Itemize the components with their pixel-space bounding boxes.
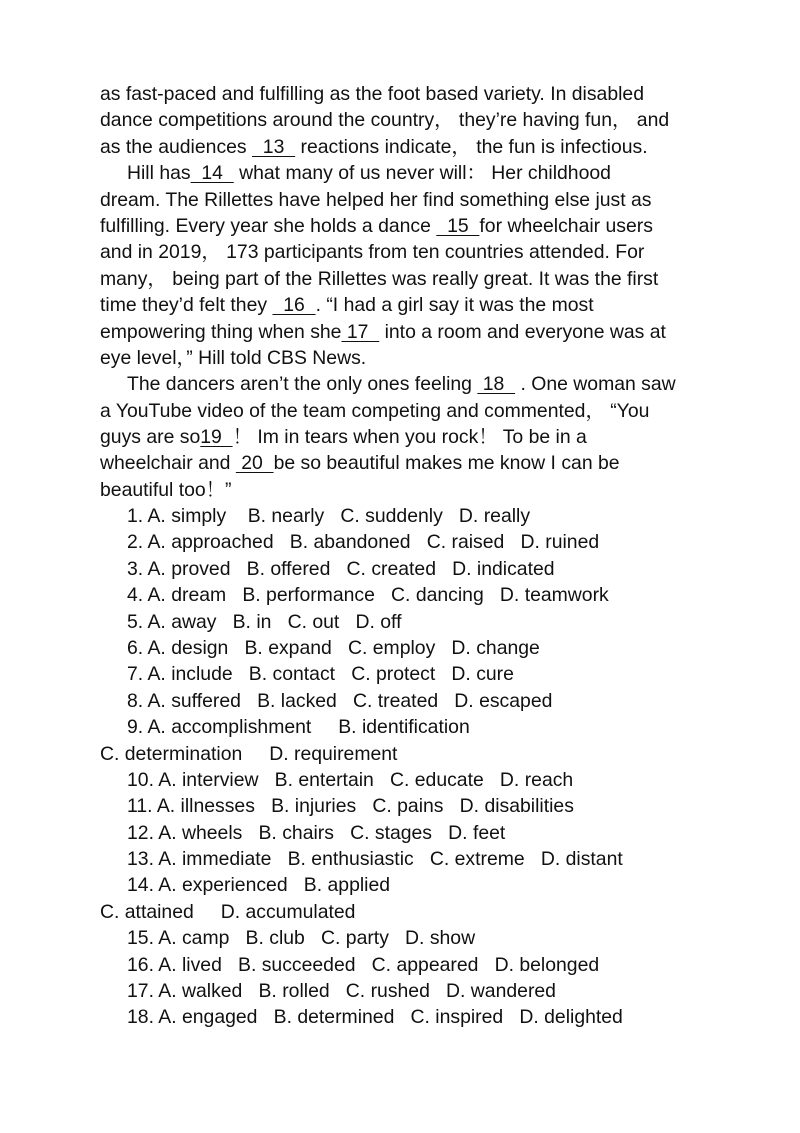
answer-blank: 14 — [190, 162, 234, 185]
text-run: The dancers aren’t the only ones feeling — [127, 373, 478, 396]
option-row-5: 5. A. away B. in C. out D. off — [127, 610, 402, 633]
passage-line — [100, 81, 700, 107]
passage-line — [100, 477, 700, 503]
option-row-2: 2. A. approached B. abandoned C. raised D. ruined — [127, 531, 600, 554]
text-run: as fast-paced and fulfilling as the foot based variety. In disabled — [100, 83, 644, 105]
text-run: reactions indicate， the fun is infectious. — [295, 135, 648, 158]
passage-line — [100, 160, 700, 186]
option-row-10: 10. A. interview B. entertain C. educate D. reach — [127, 768, 574, 791]
passage-line — [100, 450, 700, 476]
option-row-15: 15. A. camp B. club C. party D. show — [127, 927, 476, 950]
text-run: into a room and everyone was at — [379, 320, 666, 343]
text-run: a YouTube video of the team competing and commented， “You — [100, 399, 650, 422]
option-row-12: 12. A. wheels B. chairs C. stages D. feet — [127, 821, 506, 844]
option-row-11: 11. A. illnesses B. injuries C. pains D. disabilities — [127, 795, 574, 818]
answer-blank: 16 — [272, 294, 316, 317]
option-row-17: 17. A. walked B. rolled C. rushed D. wandered — [127, 980, 556, 1003]
text-run: Hill has — [127, 162, 191, 185]
text-run: what many of us never will： Her childhood — [233, 162, 611, 185]
answer-blank: 13 — [252, 135, 296, 158]
option-row-6: 6. A. design B. expand C. employ D. change — [127, 636, 540, 659]
text-run: be so beautiful makes me know I can be — [273, 452, 620, 475]
passage-line — [100, 134, 700, 160]
answer-options-list — [100, 503, 700, 1031]
answer-blank: 20 — [235, 452, 274, 475]
text-run: fulfilling. Every year she holds a dance — [100, 214, 437, 237]
option-row-3: 3. A. proved B. offered C. created D. indicated — [127, 557, 555, 580]
text-run: dream. The Rillettes have helped her find something else just as — [100, 188, 652, 211]
option-row-18: 18. A. engaged B. determined C. inspired D. delighted — [127, 1006, 623, 1029]
text-run: . “I had a girl say it was the most — [315, 294, 594, 317]
passage-line — [100, 187, 700, 213]
text-run: . One woman saw — [515, 373, 676, 396]
text-run: guys are so — [100, 426, 201, 449]
answer-blank: 19 — [200, 426, 233, 449]
passage-line — [100, 319, 700, 345]
option-row-4: 4. A. dream B. performance C. dancing D. teamwork — [127, 584, 609, 607]
answer-blank: 18 — [477, 373, 516, 396]
option-row-7: 7. A. include B. contact C. protect D. cure — [127, 663, 514, 686]
passage-line — [100, 292, 700, 318]
passage-line — [100, 239, 700, 265]
passage-line — [100, 424, 700, 450]
text-run: time they’d felt they — [100, 294, 273, 317]
passage-text — [100, 81, 700, 503]
option-row-1: 1. A. simply B. nearly C. suddenly D. really — [127, 505, 531, 527]
option-row-8: 8. A. suffered B. lacked C. treated D. escaped — [127, 689, 553, 712]
answer-blank: 17 — [341, 320, 380, 343]
option-row-16: 16. A. lived B. succeeded C. appeared D. belonged — [127, 953, 600, 976]
answer-blank: 15 — [436, 214, 480, 237]
text-run: ！ Im in tears when you rock！ To be in a — [232, 426, 587, 449]
text-run: dance competitions around the country， they’re having fun， and — [100, 109, 670, 132]
text-run: many， being part of the Rillettes was really great. It was the first — [100, 267, 659, 290]
text-run: beautiful too！” — [100, 478, 232, 501]
text-run: for wheelchair users — [479, 214, 653, 237]
passage-line — [100, 371, 700, 397]
passage-line — [100, 345, 700, 371]
passage-line — [100, 107, 700, 133]
option-row-14: 14. A. experienced B. applied — [127, 874, 391, 897]
option-row-9-cont: C. determination D. requirement — [100, 742, 398, 765]
text-run: wheelchair and — [100, 452, 236, 475]
text-run: empowering thing when she — [100, 320, 342, 343]
option-row-9: 9. A. accomplishment B. identification — [127, 716, 470, 739]
passage-line — [100, 266, 700, 292]
text-run: as the audiences — [100, 135, 253, 158]
option-row-13: 13. A. immediate B. enthusiastic C. extreme D. distant — [127, 848, 623, 871]
text-run: eye level，” Hill told CBS News. — [100, 346, 367, 369]
passage-line — [100, 398, 700, 424]
passage-line — [100, 213, 700, 239]
option-row-14-cont: C. attained D. accumulated — [100, 900, 356, 923]
text-run: and in 2019， 173 participants from ten countries attended. For — [100, 241, 645, 264]
